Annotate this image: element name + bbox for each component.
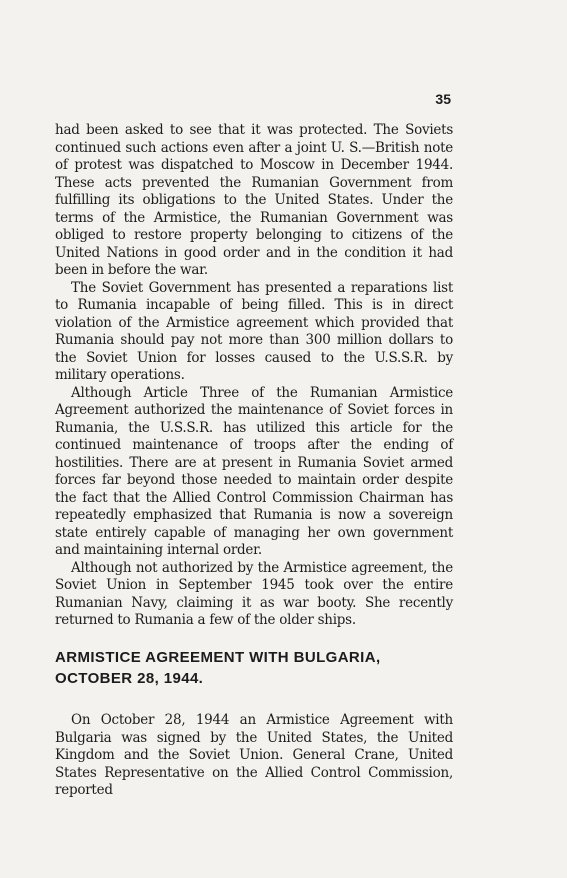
paragraph: The Soviet Government has presented a reparations list to Rumania incapable of being filled. This is in direct violation of the Armistice agreement which provided that Rumania should pay not more than 300 million dollars to the Soviet Union for losses caused to the U.S.S.R. by military operations.	[55, 279, 453, 383]
body-text-lower	[55, 712, 453, 800]
paragraph: had been asked to see that it was protected. The Soviets continued such actions even after a joint U. S.—British note of protest was dispatched to Moscow in December 1944. These acts prevented the Rumanian Government from fulfilling its obligations to the United States. Under the terms of the Armistice, the Rumanian Government was obliged to restore property belonging to citizens of the United Nations in good order and in the condition it had been in before the war.	[55, 122, 453, 278]
section-heading-line-1: ARMISTICE AGREEMENT WITH BULGARIA,	[55, 649, 381, 666]
section-heading-line-2: OCTOBER 28, 1944.	[55, 670, 204, 687]
paragraph: Although Article Three of the Rumanian Armistice Agreement authorized the maintenance of Soviet forces in Rumania, the U.S.S.R. has utilized this article for the continued maintenance of troops after the ending of hostilities. There are at present in Rumania Soviet armed forces far beyond those needed to maintain order despite the fact that the Allied Control Commission Chairman has repeatedly emphasized that Rumania is now a sovereign state entirely capable of managing her own government and maintaining internal order.	[55, 384, 453, 558]
page-number: 35	[435, 91, 451, 107]
section-heading	[55, 647, 453, 689]
paragraph: Although not authorized by the Armistice agreement, the Soviet Union in September 1945 took over the entire Rumanian Navy, claiming it as war booty. She recently returned to Rumania a few of the older ships.	[55, 559, 453, 628]
body-text-upper	[55, 122, 453, 630]
paragraph: On October 28, 1944 an Armistice Agreement with Bulgaria was signed by the United States, the United Kingdom and the Soviet Union. General Crane, United States Representative on the Allied Control Commission, reported	[55, 712, 453, 798]
